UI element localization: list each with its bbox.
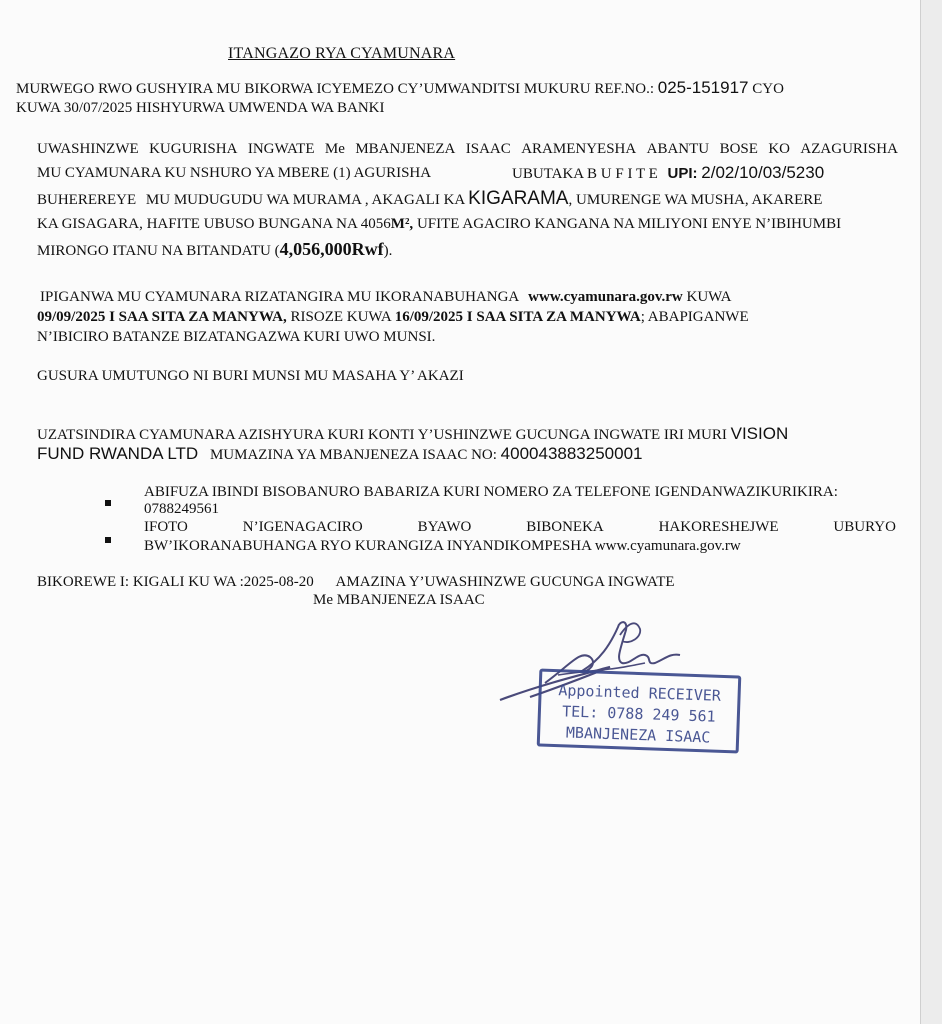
place-date: BIKOREWE I: KIGALI KU WA :2025-08-20 <box>37 574 314 590</box>
property-type: UBUTAKA B U F I T E <box>512 166 658 182</box>
p1-l3a: BUHEREREYE <box>37 192 137 208</box>
property-value: 4,056,000Rwf <box>279 239 384 259</box>
p4-line-1 <box>37 424 788 445</box>
p4-l2b: MUMAZINA YA MBANJENEZA ISAAC NO: <box>209 447 497 463</box>
p1-line-3 <box>37 189 822 210</box>
p1-line-5 <box>37 239 392 261</box>
p1-w1: KUGURISHA <box>149 141 238 157</box>
b2-w5: UBURYO <box>833 519 896 535</box>
stamp-line-2: TEL: 0788 249 561 <box>561 702 716 726</box>
p1-w7: ABANTU <box>646 141 710 157</box>
upi-label: UPI: <box>667 165 698 182</box>
bullet-2-line-2: BW’IKORANABUHANGA RYO KURANGIZA INYANDIKOMPESHA www.cyamunara.gov.rw <box>144 538 741 554</box>
stamp-line-3: MBANJENEZA ISAAC <box>565 723 711 747</box>
intro-line-2: KUWA 30/07/2025 HISHYURWA UMWENDA WA BANKI <box>16 100 385 116</box>
bullet-icon <box>105 500 111 506</box>
auction-start: 09/09/2025 I SAA SITA ZA MANYWA, <box>37 309 287 325</box>
receiver-name: Me MBANJENEZA ISAAC <box>313 592 485 608</box>
p1-line-2a: MU CYAMUNARA KU NSHURO YA MBERE (1) AGURISHA <box>37 165 432 181</box>
p1-l3b: MU MUDUGUDU WA MURAMA , AKAGALI KA <box>145 192 465 208</box>
p2-line-2 <box>37 307 749 327</box>
p2-l2b: RISOZE KUWA <box>290 309 391 325</box>
area-unit: M², <box>390 216 414 232</box>
bullet-icon <box>105 537 111 543</box>
p4-l1a: UZATSINDIRA CYAMUNARA AZISHYURA KURI KONTI Y’USHINZWE GUCUNGA INGWATE IRI MURI <box>37 427 727 443</box>
p1-l5a: MIRONGO ITANU NA BITANDATU ( <box>37 243 280 259</box>
p2-line-1 <box>40 287 731 307</box>
visit-notice: GUSURA UMUTUNGO NI BURI MUNSI MU MASAHA Y’ AKAZI <box>37 368 464 384</box>
p1-w6: ARAMENYESHA <box>521 141 637 157</box>
bank-name-1: VISION <box>730 424 789 443</box>
p1-line-2b <box>512 163 824 184</box>
phone-number: 0788249561 <box>144 501 219 517</box>
intro-line-1-text: MURWEGO RWO GUSHYIRA MU BIKORWA ICYEMEZO CY’UMWANDITSI MUKURU REF.NO.: <box>16 81 654 97</box>
account-number: 400043883250001 <box>500 444 643 463</box>
intro-line-1 <box>16 78 784 99</box>
b2-w0: IFOTO <box>144 519 188 535</box>
p4-line-2 <box>37 444 643 465</box>
reference-number: 025-151917 <box>657 78 749 97</box>
p1-w5: ISAAC <box>465 141 511 157</box>
p1-l3d: , UMURENGE WA MUSHA, AKARERE <box>568 192 823 208</box>
intro-line-1-tail: CYO <box>752 81 784 97</box>
b2-w3: BIBONEKA <box>526 519 604 535</box>
p1-w9: KO <box>768 141 790 157</box>
p2-l1c: KUWA <box>686 289 732 305</box>
receiver-stamp <box>537 668 742 753</box>
p1-l4a: KA GISAGARA, HAFITE UBUSO BUNGANA NA 4056 <box>37 216 391 232</box>
bullet-2-line-1 <box>144 517 896 537</box>
auction-end: 16/09/2025 I SAA SITA ZA MANYWA <box>394 309 641 325</box>
p1-line-4 <box>37 214 841 234</box>
upi-value: 2/02/10/03/5230 <box>701 163 825 182</box>
p1-l5c: ). <box>383 243 393 259</box>
cell-name: KIGARAMA <box>468 188 569 209</box>
b2-w1: N’IGENAGACIRO <box>242 519 363 535</box>
p1-w4: MBANJENEZA <box>355 141 456 157</box>
p2-l2d: ; ABAPIGANWE <box>640 309 749 325</box>
p1-w10: AZAGURISHA <box>800 141 898 157</box>
document-title: ITANGAZO RYA CYAMUNARA <box>228 45 456 62</box>
stamp-line-1: Appointed RECEIVER <box>558 681 722 705</box>
footer-line-1 <box>37 572 675 592</box>
p2-l1a: IPIGANWA MU CYAMUNARA RIZATANGIRA MU IKORANABUHANGA <box>40 289 519 305</box>
p1-w8: BOSE <box>719 141 758 157</box>
p1-l4c: UFITE AGACIRO KANGANA NA MILIYONI ENYE N’IBIHUMBI <box>416 216 842 232</box>
b2-w2: BYAWO <box>417 519 472 535</box>
bank-name-2: FUND RWANDA LTD <box>37 444 199 463</box>
p1-line-1 <box>37 139 898 159</box>
b2-w4: HAKORESHEJWE <box>658 519 779 535</box>
receiver-title: AMAZINA Y’UWASHINZWE GUCUNGA INGWATE <box>335 574 675 590</box>
p1-w0: UWASHINZWE <box>37 141 139 157</box>
bullet-1-line-1: ABIFUZA IBINDI BISOBANURO BABARIZA KURI NOMERO ZA TELEFONE IGENDANWAZIKURIKIRA: <box>144 484 838 500</box>
p1-w3: Me <box>324 141 345 157</box>
auction-website: www.cyamunara.gov.rw <box>528 289 683 305</box>
p1-w2: INGWATE <box>247 141 315 157</box>
p2-line-3: N’IBICIRO BATANZE BIZATANGAZWA KURI UWO MUNSI. <box>37 329 436 345</box>
